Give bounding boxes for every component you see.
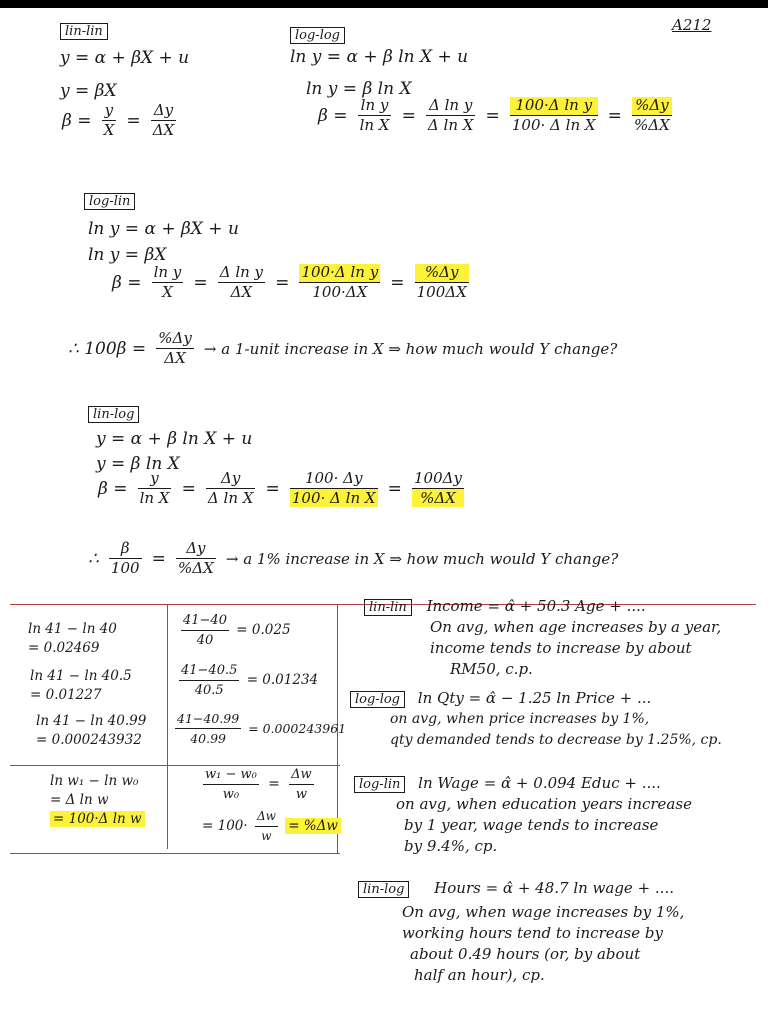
lin-log-section [88,403,139,424]
fraction [218,264,265,301]
beta-lhs: β = [98,478,128,499]
fraction [102,102,117,139]
example-line: On avg, when age increases by a year, [430,618,722,636]
example-lin-lin-text [430,617,721,680]
example-equation: Hours = α̂ + 48.7 ln wage + .... [434,879,674,897]
fraction [290,470,378,507]
cell-text: ln 41 − ln 40.99 [36,713,147,729]
denominator: 40 [196,633,214,648]
example-log-lin-label: log-lin [354,776,405,793]
fraction [203,766,259,803]
fraction [510,97,598,134]
equals: = [151,548,166,569]
equals: = [268,776,280,792]
example-log-log-text [390,709,722,751]
fraction [176,540,216,577]
fraction [156,330,194,367]
denominator: 100 [110,559,140,577]
highlighted-cell-text: = %Δw [285,818,341,834]
fraction [206,470,256,507]
beta-lhs: β = [62,110,92,131]
highlighted-cell-text: = 100·Δ ln w [50,811,145,827]
numerator: Δ ln y [219,263,264,281]
numerator: ln y [153,263,182,281]
numerator: 100Δy [413,469,462,487]
table-row-2-pct [176,662,318,699]
denominator: ΔX [164,349,186,367]
log-log-label: log-log [290,27,345,44]
conclusion-text: → a 1-unit increase in X ⇒ how much would Y change? [203,339,618,358]
table-row-1-ln [28,620,117,658]
equals: = [265,478,280,499]
fraction [179,662,239,699]
example-log-log [350,688,651,709]
fraction [358,97,392,134]
cell-text: ln 41 − ln 40 [28,621,117,637]
numerator: y [138,470,172,489]
denominator: w₀ [222,787,240,802]
log-log-section [290,24,345,45]
example-lin-log-label: lin-log [358,881,409,898]
numerator: β [109,540,142,559]
cell-text: ln w₁ − ln w₀ [50,773,139,789]
denominator: X [162,283,173,301]
fraction [138,470,172,507]
table-row-3-ln [36,712,146,750]
fraction [426,97,476,134]
equals: = [193,272,208,293]
numerator: 100· Δy [290,470,378,489]
cell-text: = 0.000243932 [36,732,142,748]
table-row-3-pct [172,710,346,747]
log-log-eq1: ln y = α + β ln X + u [290,47,469,67]
denominator: Δ ln X [207,489,254,507]
log-log-beta-row [316,97,675,134]
equals: = [275,272,290,293]
fraction [289,766,314,803]
example-line: qty demanded tends to decrease by 1.25%, cp. [390,732,722,748]
fraction [151,102,177,139]
denominator: 100·ΔX [312,283,368,301]
equals: = [390,272,405,293]
example-log-lin-text [396,794,692,857]
numerator: 100·Δ ln y [510,97,598,116]
denominator: 40.99 [190,731,226,746]
beta-lhs: β = [318,105,348,126]
numerator: %Δy [158,329,192,347]
table-row-4-pct-a [200,766,317,803]
table-column-divider [167,604,168,849]
cell-text: = 0.01227 [30,687,102,703]
cell-value: = 0.000243961 [248,721,347,736]
log-lin-conclusion [66,330,619,367]
log-lin-eq1: ln y = α + βX + u [88,219,239,239]
numerator: Δy [151,102,177,121]
lin-log-eq1: y = α + β ln X + u [96,429,253,449]
lin-lin-section [60,20,108,41]
equals: = [607,105,622,126]
numerator: Δw [289,766,314,785]
example-log-lin [354,773,661,794]
fraction [152,264,184,301]
lin-lin-label: lin-lin [60,23,108,40]
example-equation: ln Qty = α̂ − 1.25 ln Price + ... [417,689,652,707]
lin-log-beta-row [96,470,467,507]
example-line: on avg, when education years increase [396,795,692,813]
equals: = [126,110,141,131]
fraction [181,612,229,649]
numerator: 41−40 [181,612,229,631]
log-lin-beta-row [110,264,472,301]
fraction [255,808,278,845]
example-lin-log-text [402,902,684,986]
example-lin-lin [364,596,646,617]
equals: = [387,478,402,499]
fraction [415,264,469,301]
cell-text: = 100· [202,818,248,834]
example-log-log-label: log-log [350,691,405,708]
denominator: 100· Δ ln X [511,116,596,134]
beta-lhs: β = [112,272,142,293]
example-lin-log [358,878,674,899]
example-line: RM50, c.p. [450,660,533,678]
denominator: ΔX [230,283,253,301]
numerator: ln y [358,97,392,116]
conclusion-lhs: ∴ [88,548,99,569]
lin-log-conclusion [86,540,620,577]
example-line: by 9.4%, cp. [404,837,498,855]
log-log-eq2: ln y = β ln X [306,79,412,99]
log-lin-eq2: ln y = βX [88,245,167,265]
lin-log-label: lin-log [88,406,139,423]
fraction [632,97,672,134]
example-line: On avg, when wage increases by 1%, [402,903,685,921]
fraction [175,710,241,747]
example-equation: Income = α̂ + 50.3 Age + .... [426,597,646,615]
lin-lin-eq1: y = α + βX + u [60,48,190,68]
lin-lin-beta-row [60,102,179,139]
lin-lin-eq2: y = βX [60,81,117,101]
fraction [412,470,464,507]
log-lin-label: log-lin [84,193,135,210]
example-line: about 0.49 hours (or, by about [410,945,641,963]
table-row-4-ln [50,772,145,829]
log-lin-section [84,190,135,211]
numerator: y [102,102,117,121]
denominator: 40.5 [194,683,224,698]
top-edge-bar [0,0,768,8]
denominator: Δ ln X [427,116,474,134]
denominator: %ΔX [633,116,670,134]
denominator: X [103,121,115,139]
equals: = [181,478,196,499]
conclusion-lhs: ∴ 100β = [68,338,147,359]
example-line: by 1 year, wage tends to increase [404,816,659,834]
fraction [299,264,380,301]
table-row-4-pct-b [202,808,341,845]
example-line: half an hour), cp. [414,966,545,984]
numerator: %Δy [415,264,469,283]
numerator: Δ ln y [426,97,476,116]
example-line: income tends to increase by about [430,639,692,657]
numerator: %Δy [632,97,672,116]
conclusion-text: → a 1% increase in X ⇒ how much would Y change? [225,549,619,568]
denominator: ln X [139,489,170,507]
denominator: 100· Δ ln X [291,489,376,507]
table-bottom-rule [10,853,340,854]
page-code: A212 [672,16,712,34]
denominator: %ΔX [412,489,464,507]
example-lin-lin-label: lin-lin [364,599,412,616]
denominator: w [295,787,307,802]
table-row-1-pct [178,612,291,649]
numerator: 41−40.5 [179,662,239,681]
cell-value: = 0.025 [236,622,291,638]
numerator: Δy [176,540,216,559]
lin-log-eq2: y = β ln X [96,454,180,474]
numerator: Δw [255,808,278,827]
numerator: 41−40.99 [175,710,241,729]
example-line: on avg, when price increases by 1%, [390,711,650,727]
table-row-2-ln [30,667,132,705]
denominator: 100ΔX [416,283,467,301]
numerator: w₁ − w₀ [203,766,259,785]
denominator: ln X [359,116,390,134]
numerator: 100·Δ ln y [301,263,379,281]
cell-text: = Δ ln w [50,792,109,808]
cell-text: ln 41 − ln 40.5 [30,668,132,684]
cell-value: = 0.01234 [246,672,319,688]
example-equation: ln Wage = α̂ + 0.094 Educ + .... [418,774,661,792]
example-line: working hours tend to increase by [402,924,663,942]
denominator: w [261,829,272,843]
equals: = [401,105,416,126]
denominator: %ΔX [178,559,214,577]
fraction [109,540,142,577]
numerator: Δy [206,470,256,489]
cell-text: = 0.02469 [28,640,100,656]
equals: = [485,105,500,126]
denominator: ΔX [152,121,175,139]
